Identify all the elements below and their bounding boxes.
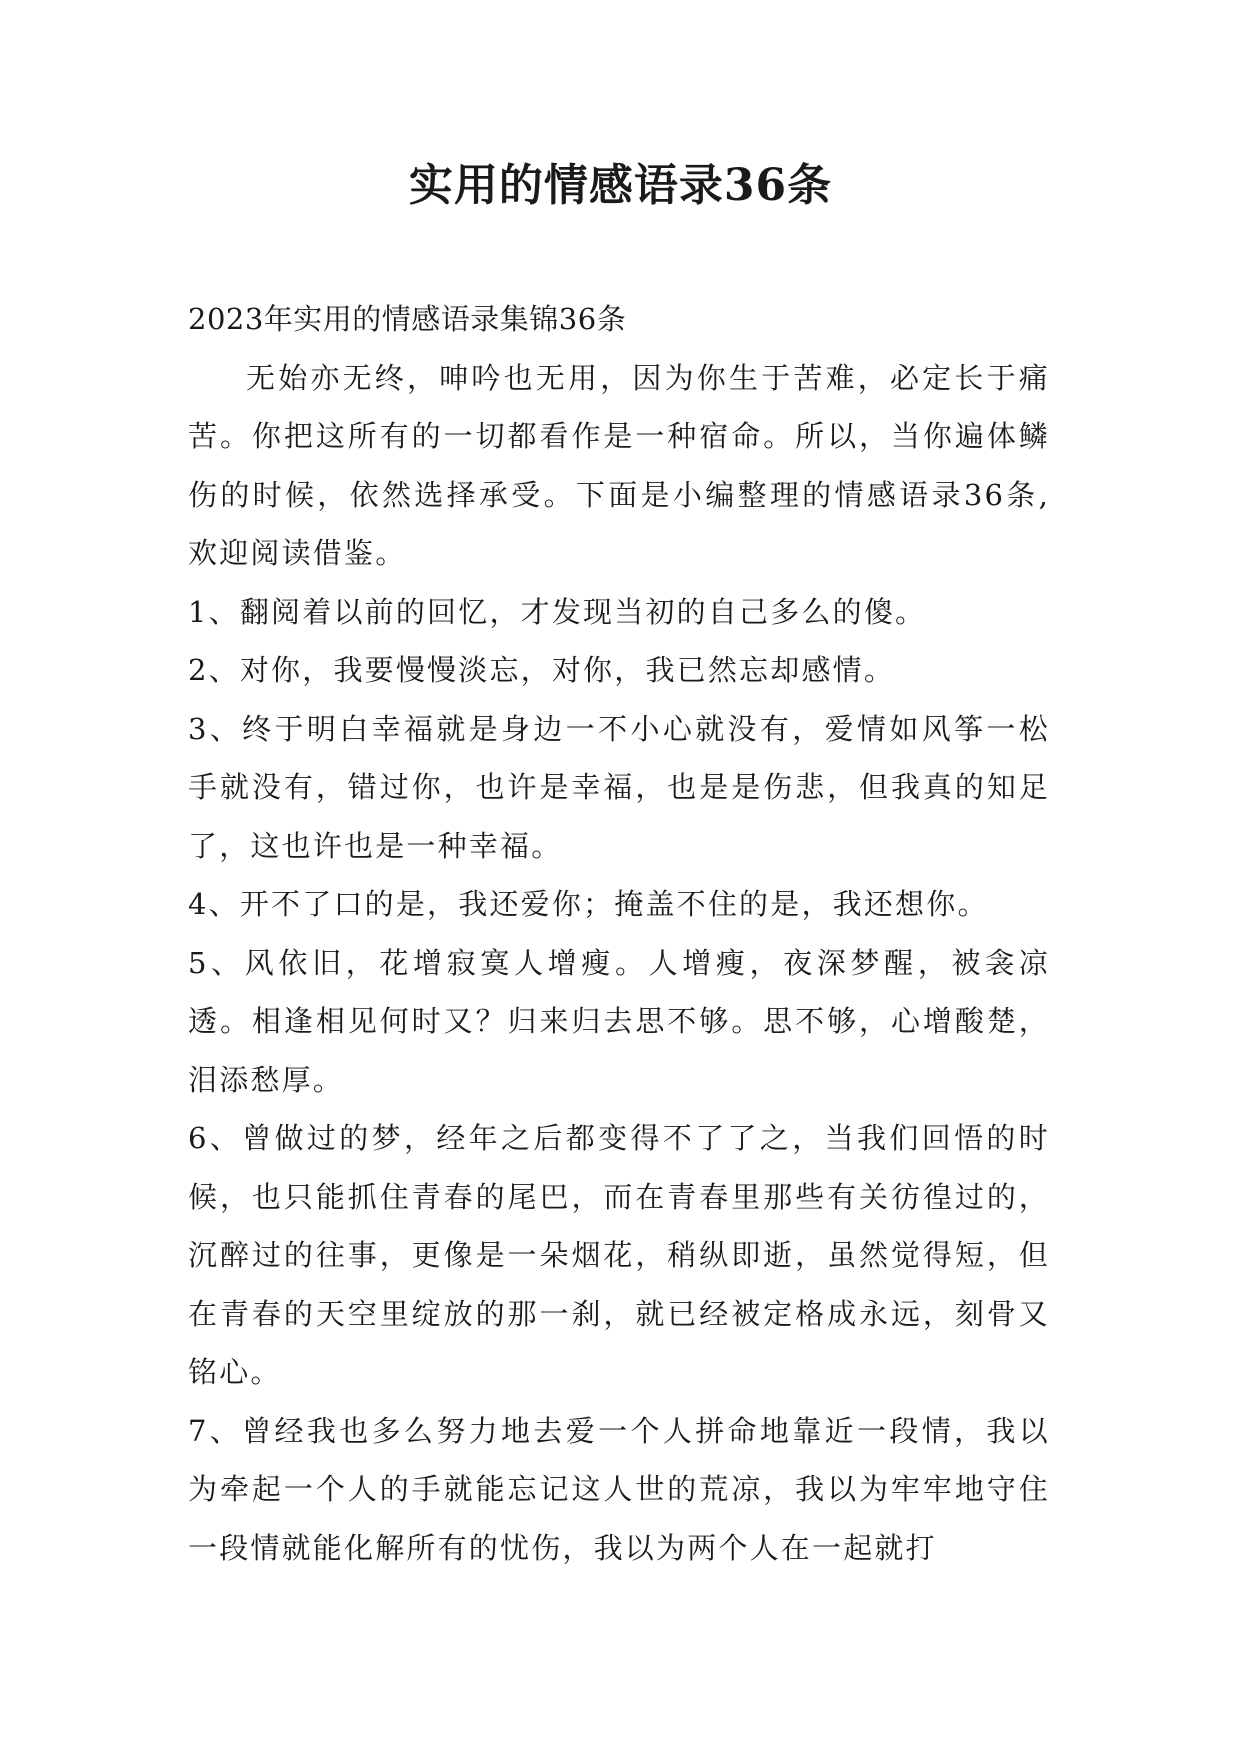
document-body (188, 290, 1050, 1577)
quote-item-1: 1、翻阅着以前的回忆，才发现当初的自己多么的傻。 (188, 594, 927, 629)
quote-item-6: 6、曾做过的梦，经年之后都变得不了了之，当我们回悟的时候，也只能抓住青春的尾巴，而在青春里那些有关彷徨过的，沉醉过的往事，更像是一朵烟花，稍纵即逝，虽然觉得短，但在青春的天空里绽放的那一刹，就已经被定格成永远，刻骨又铭心。 (188, 1121, 1050, 1389)
intro-paragraph: 无始亦无终，呻吟也无用，因为你生于苦难，必定长于痛苦。你把这所有的一切都看作是一种宿命。所以，当你遍体鳞伤的时候，依然选择承受。下面是小编整理的情感语录36条,欢迎阅读借鉴。 (188, 360, 1050, 570)
quote-item-7: 7、曾经我也多么努力地去爱一个人拼命地靠近一段情，我以为牵起一个人的手就能忘记这人世的荒凉，我以为牢牢地守住一段情就能化解所有的忧伤，我以为两个人在一起就打 (188, 1413, 1050, 1565)
quote-item-5: 5、风依旧，花增寂寞人增瘦。人增瘦，夜深梦醒，被衾凉透。相逢相见何时又？归来归去思不够。思不够，心增酸楚，泪添愁厚。 (188, 945, 1050, 1097)
quote-item-2: 2、对你，我要慢慢淡忘，对你，我已然忘却感情。 (188, 653, 896, 687)
document-subtitle: 2023年实用的情感语录集锦36条 (188, 302, 627, 336)
document-title: 实用的情感语录36条 (408, 160, 833, 211)
quote-item-4: 4、开不了口的是，我还爱你；掩盖不住的是，我还想你。 (188, 887, 989, 921)
quote-item-3: 3、终于明白幸福就是身边一不小心就没有，爱情如风筝一松手就没有，错过你，也许是幸福，也是是伤悲，但我真的知足了，这也许也是一种幸福。 (188, 711, 1050, 863)
